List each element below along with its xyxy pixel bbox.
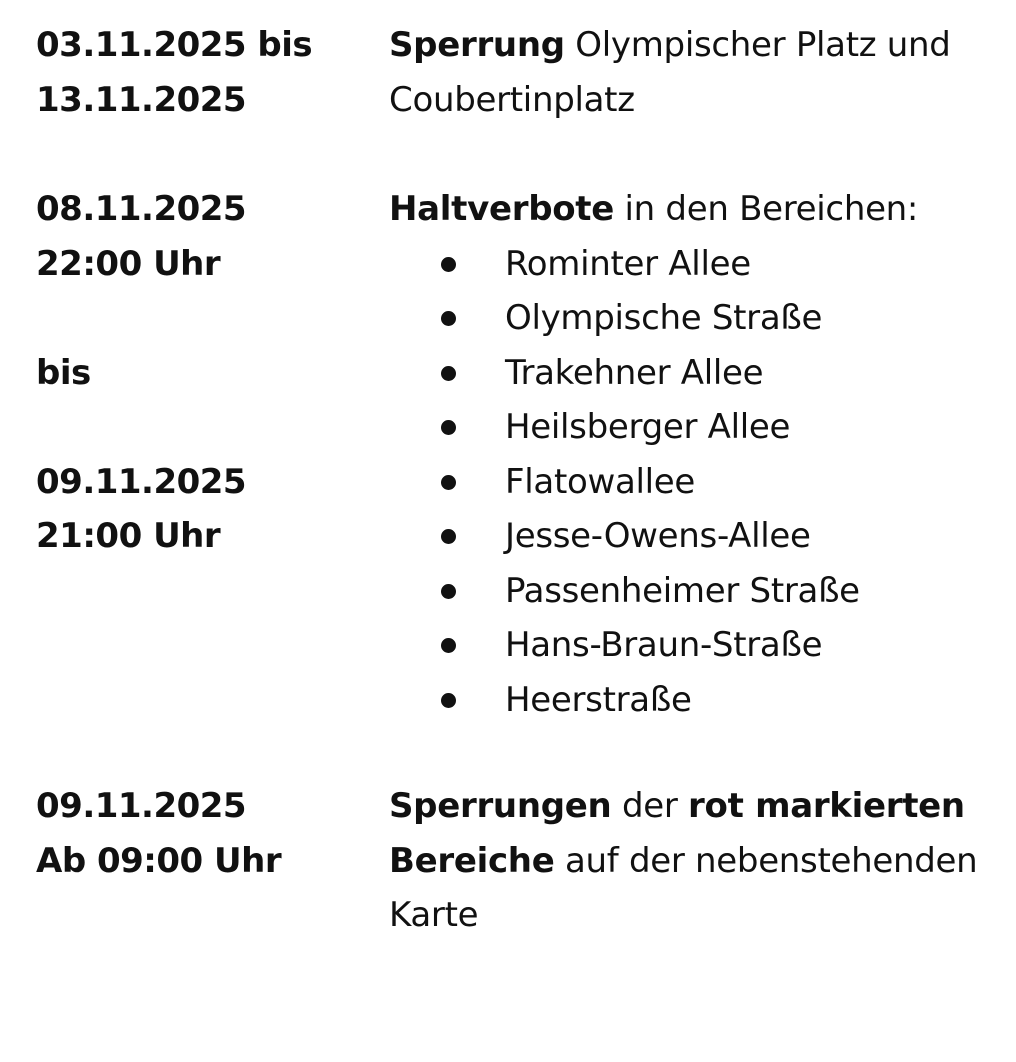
list-item	[389, 618, 989, 673]
list-item	[389, 237, 989, 292]
list-item	[389, 346, 989, 401]
list-item	[389, 455, 989, 510]
entry-date	[36, 779, 366, 888]
street-name: Olympische Straße	[505, 298, 823, 338]
description-keyword: Bereiche	[389, 840, 555, 881]
bullet-icon	[441, 693, 456, 708]
entry-description	[389, 182, 989, 727]
street-name: Passenheimer Straße	[505, 570, 860, 611]
entry-date	[36, 18, 366, 127]
bullet-icon	[441, 475, 456, 490]
date-line: 03.11.2025 bis	[36, 25, 313, 65]
street-name: Jesse-Owens-Allee	[505, 516, 811, 556]
description-keyword: rot markierten	[688, 786, 965, 826]
entry-date	[36, 182, 366, 564]
description-keyword: Sperrung	[389, 25, 565, 65]
date-line: 13.11.2025	[36, 79, 247, 120]
entry-description	[389, 779, 989, 943]
description-text: der	[611, 786, 689, 826]
bullet-icon	[441, 584, 456, 599]
street-name: Flatowallee	[505, 461, 696, 502]
description-line	[389, 834, 989, 889]
description-keyword: Haltverbote	[389, 189, 615, 229]
description-text: Olympischer Platz und	[564, 25, 951, 65]
bullet-icon	[441, 366, 456, 381]
description-line: Coubertinplatz	[389, 79, 635, 120]
list-item	[389, 291, 989, 346]
street-name: Heilsberger Allee	[505, 407, 791, 447]
description-text: in den Bereichen:	[614, 189, 919, 229]
time-line: 21:00 Uhr	[36, 516, 221, 556]
spacer-line	[36, 291, 366, 346]
time-line: Ab 09:00 Uhr	[36, 840, 282, 881]
description-line	[389, 779, 989, 834]
date-line: 09.11.2025	[36, 461, 247, 502]
street-name: Rominter Allee	[505, 243, 751, 284]
bullet-icon	[441, 529, 456, 544]
bullet-icon	[441, 420, 456, 435]
bullet-icon	[441, 257, 456, 272]
street-name: Hans-Braun-Straße	[505, 625, 823, 665]
list-item	[389, 400, 989, 455]
entry-description	[389, 18, 989, 127]
description-text: auf der nebenstehenden	[554, 840, 978, 881]
description-line	[389, 182, 989, 237]
description-line	[389, 18, 989, 73]
date-line: 08.11.2025	[36, 189, 247, 229]
list-item	[389, 509, 989, 564]
list-item	[389, 673, 989, 728]
date-line: 09.11.2025	[36, 786, 247, 826]
bullet-icon	[441, 311, 456, 326]
street-name: Trakehner Allee	[505, 352, 764, 393]
time-line: 22:00 Uhr	[36, 243, 221, 284]
list-item	[389, 564, 989, 619]
description-line: Karte	[389, 895, 479, 935]
bullet-icon	[441, 638, 456, 653]
description-keyword: Sperrungen	[389, 786, 612, 826]
street-name: Heerstraße	[505, 679, 692, 720]
spacer-line	[36, 400, 366, 455]
street-list	[389, 237, 989, 728]
date-bis: bis	[36, 352, 91, 393]
